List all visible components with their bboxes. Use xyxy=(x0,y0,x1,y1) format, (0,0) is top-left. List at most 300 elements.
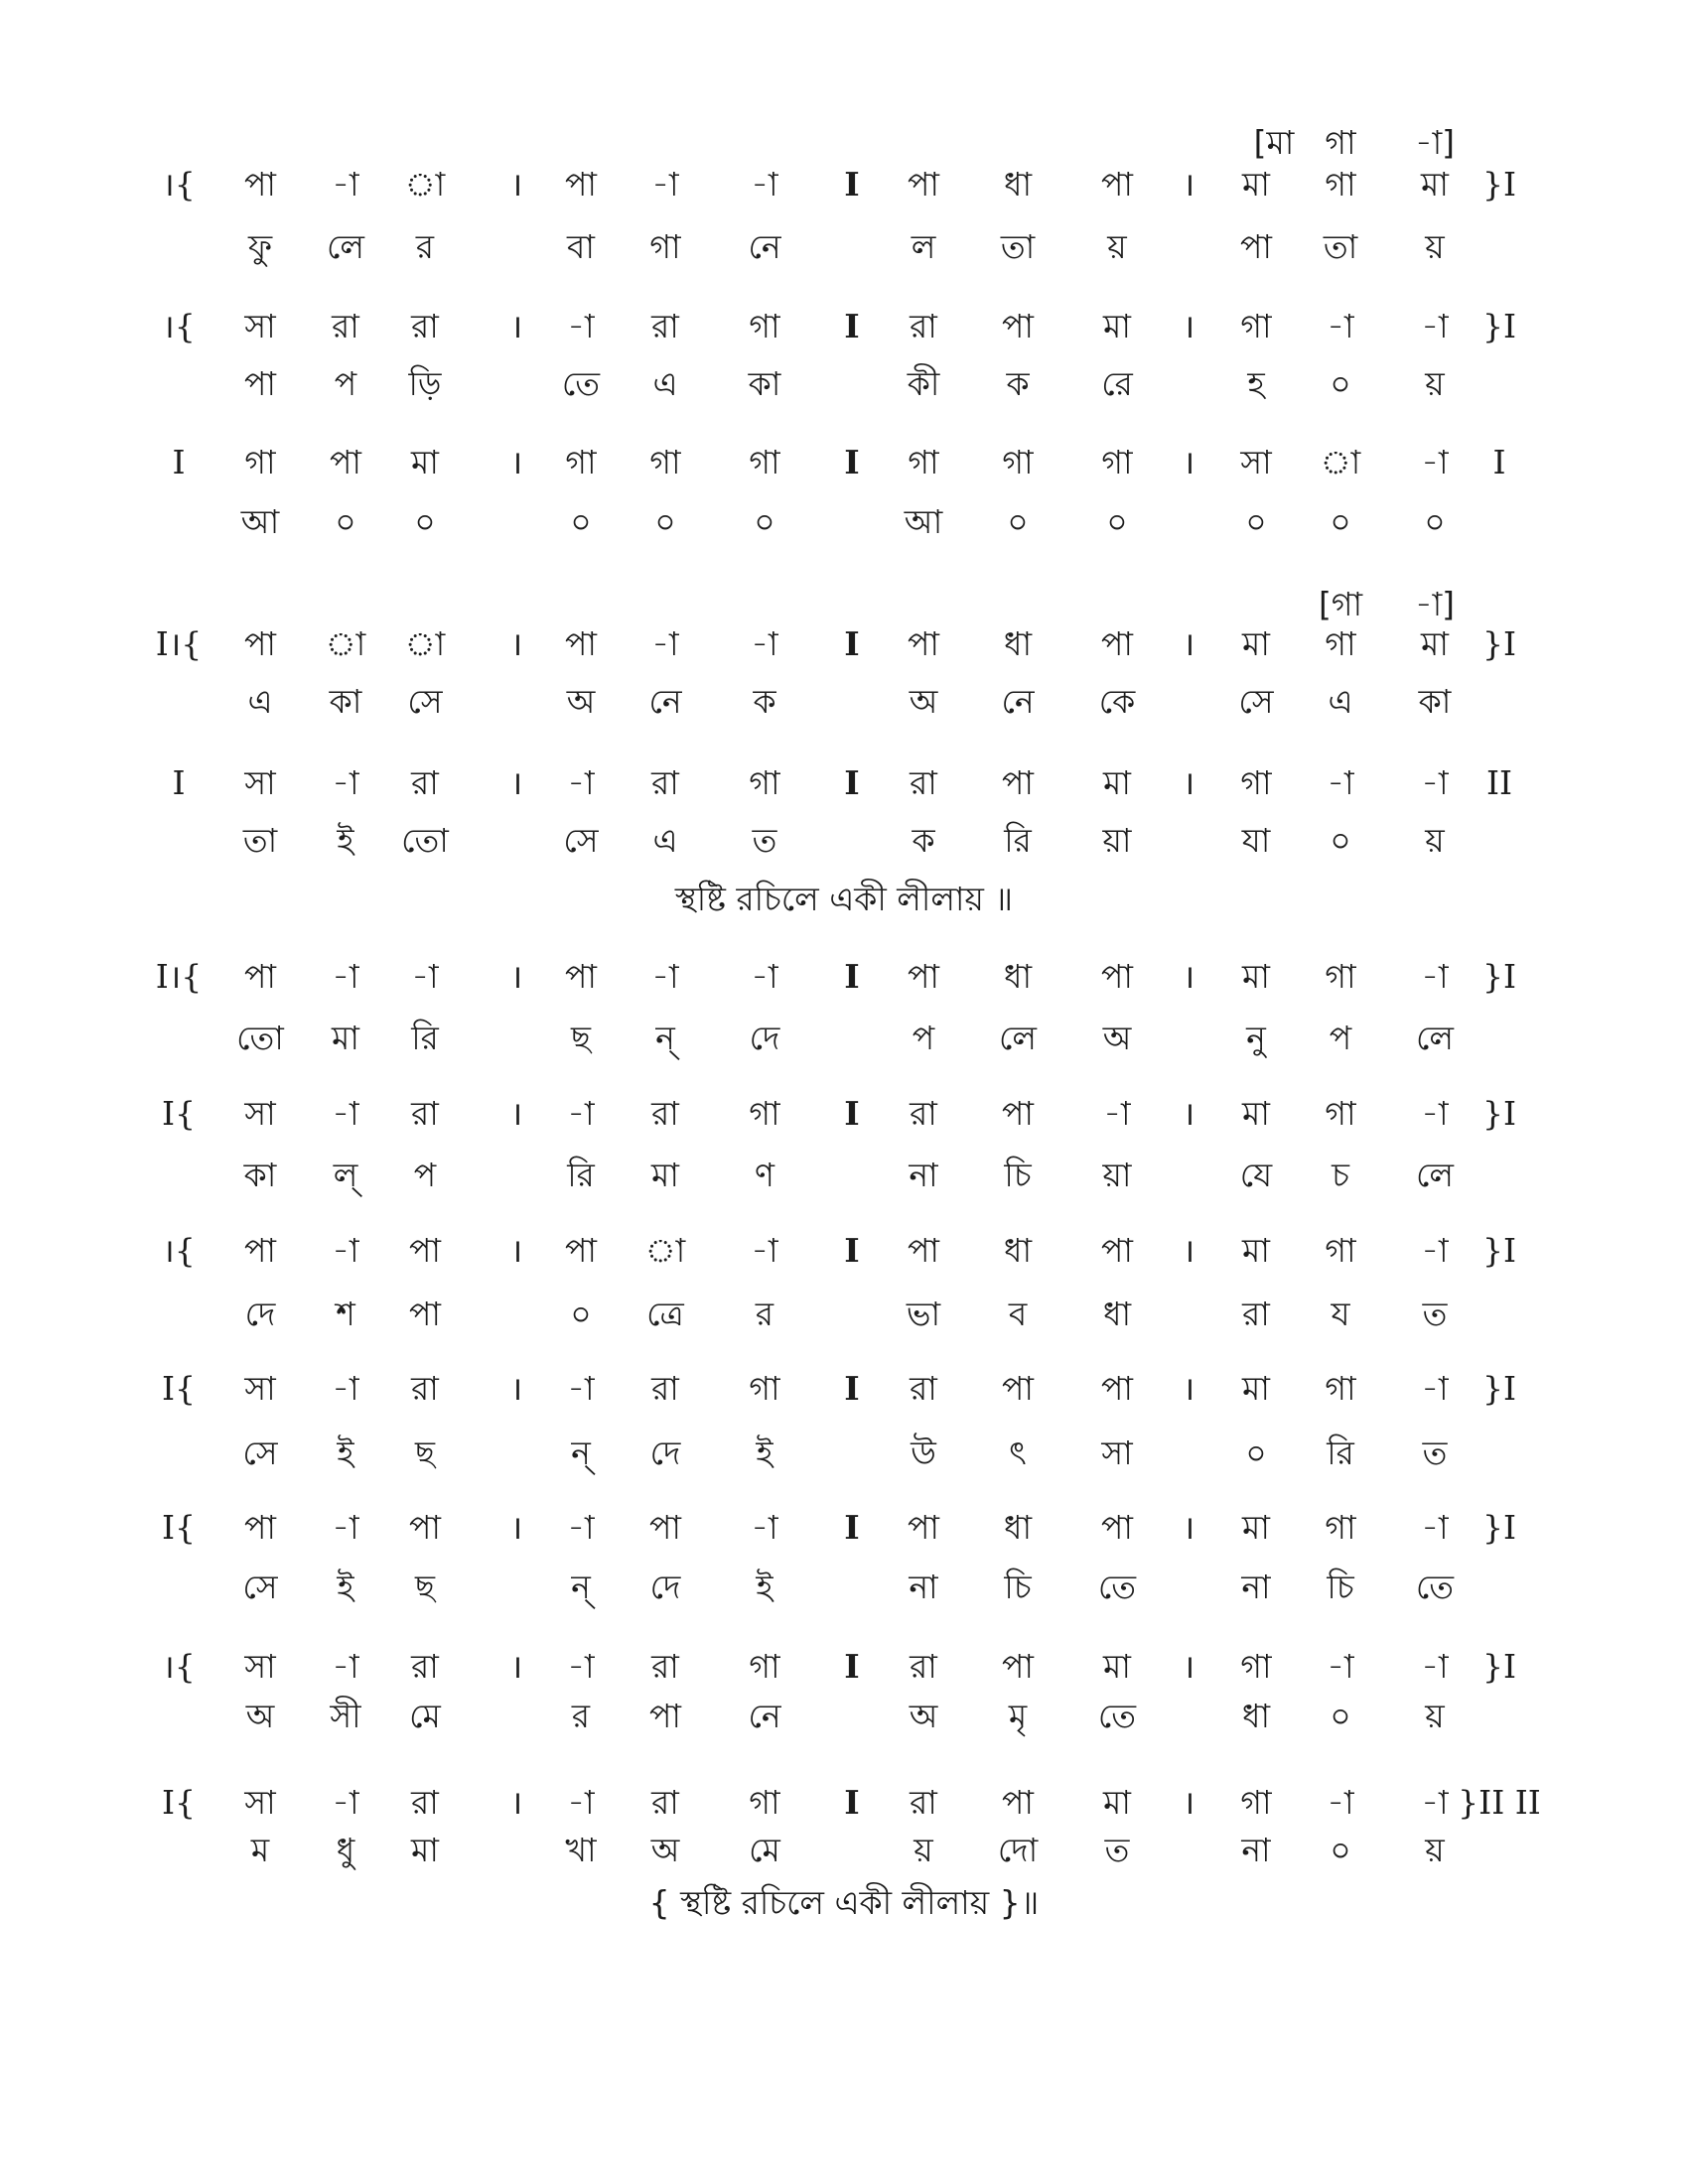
lyric-syllable: র xyxy=(571,1697,591,1735)
note: -া xyxy=(1421,763,1449,802)
note: রা xyxy=(411,763,439,802)
lyric-syllable: ক xyxy=(753,682,776,721)
beat-separator: । xyxy=(1182,1094,1196,1133)
lyric-syllable: গা xyxy=(649,227,681,266)
lyric-syllable: য়া xyxy=(1102,1156,1132,1194)
note: -া xyxy=(332,1783,359,1822)
row-end-symbol: }I xyxy=(1481,165,1517,204)
alternate-notes xyxy=(0,119,1688,167)
note: গা xyxy=(1240,307,1272,345)
alternate-notes xyxy=(0,581,1688,628)
lyric-syllable: উ xyxy=(911,1433,936,1472)
note: -া xyxy=(567,1783,595,1822)
row-end-symbol: }I xyxy=(1481,1231,1517,1270)
note: পা xyxy=(1101,957,1133,996)
lyric-syllable: ধু xyxy=(336,1831,355,1869)
lyric-syllable: অ xyxy=(909,682,938,721)
beat-separator: । xyxy=(509,624,523,663)
notation-row-2 xyxy=(0,303,1688,350)
lyric-syllable: এ xyxy=(247,682,273,721)
note: -া xyxy=(1421,1369,1449,1408)
beat-separator: । xyxy=(509,307,523,345)
beat-separator: । xyxy=(509,957,523,996)
note: মা xyxy=(1242,957,1270,996)
bar-separator: I xyxy=(844,1231,860,1270)
lyric-syllable: ০ xyxy=(1424,502,1446,541)
note: পা xyxy=(1101,624,1133,663)
row-end-symbol: }I xyxy=(1481,1369,1517,1408)
lyric-syllable: য় xyxy=(1425,227,1445,266)
note: ধা xyxy=(1003,1231,1033,1270)
lyric-syllable: ০ xyxy=(1330,364,1351,403)
note: পা xyxy=(908,1508,939,1547)
lyric-syllable: ত xyxy=(1104,1831,1130,1869)
lyric-syllable: ০ xyxy=(1007,502,1029,541)
note: পা xyxy=(244,165,276,204)
lyric-syllable: সে xyxy=(242,1433,278,1472)
note: মা xyxy=(1103,1783,1131,1822)
note: রা xyxy=(910,1783,937,1822)
alternate-note: -া] xyxy=(1414,123,1456,162)
note: সা xyxy=(244,763,276,802)
note: রা xyxy=(651,1094,679,1133)
lyric-syllable: পা xyxy=(1240,227,1272,266)
note: পা xyxy=(409,1508,441,1547)
note: -া xyxy=(1327,1783,1354,1822)
lyric-row-6 xyxy=(0,1015,1688,1062)
lyric-syllable: সে xyxy=(563,821,599,860)
lyric-syllable: র xyxy=(415,227,435,266)
note: মা xyxy=(1242,1508,1270,1547)
lyric-row-12 xyxy=(0,1827,1688,1874)
bar-separator: I xyxy=(844,1783,860,1822)
note: পা xyxy=(409,1231,441,1270)
beat-separator: । xyxy=(509,165,523,204)
lyric-syllable: প xyxy=(334,364,357,403)
notation-row-5 xyxy=(0,759,1688,807)
lyric-syllable: সে xyxy=(407,682,443,721)
note: রা xyxy=(411,307,439,345)
bar-separator: I xyxy=(844,1369,860,1408)
note: পা xyxy=(1101,1508,1133,1547)
note: া xyxy=(325,624,366,663)
lyric-syllable: মে xyxy=(749,1831,780,1869)
lyric-syllable: বা xyxy=(567,227,595,266)
note: গা xyxy=(1325,624,1356,663)
lyric-syllable: ৎ xyxy=(1009,1433,1027,1472)
note: -া xyxy=(1421,957,1449,996)
note: রা xyxy=(411,1369,439,1408)
row-end-symbol: }I xyxy=(1481,1647,1517,1686)
note: -া xyxy=(567,1369,595,1408)
lyric-syllable: কা xyxy=(243,1156,277,1194)
note: -া xyxy=(1327,307,1354,345)
note: সা xyxy=(244,1647,276,1686)
lyric-syllable: এ xyxy=(652,364,678,403)
lyric-syllable: রি xyxy=(1004,821,1032,860)
note: -া xyxy=(1327,763,1354,802)
lyric-syllable: ০ xyxy=(1330,1831,1351,1869)
lyric-syllable: নু xyxy=(1246,1019,1266,1057)
note: া xyxy=(404,165,446,204)
row-end-symbol: }I xyxy=(1481,624,1517,663)
beat-separator: । xyxy=(1182,1369,1196,1408)
note: গা xyxy=(1240,1783,1272,1822)
lyric-syllable: কী xyxy=(907,364,940,403)
lyric-syllable: ণ xyxy=(755,1156,774,1194)
bar-separator: I xyxy=(844,443,860,481)
lyric-syllable: তা xyxy=(1000,227,1036,266)
beat-separator: । xyxy=(1182,1783,1196,1822)
note: রা xyxy=(332,307,359,345)
alternate-note: [গা xyxy=(1318,585,1363,623)
row-start-symbol: I xyxy=(172,443,186,481)
note: -া xyxy=(651,957,679,996)
lyric-syllable: ধা xyxy=(1102,1295,1132,1333)
note: -া xyxy=(1327,1647,1354,1686)
note: -া xyxy=(567,763,595,802)
lyric-row-5 xyxy=(0,817,1688,865)
row-start-symbol: I{ xyxy=(161,1369,197,1408)
lyric-syllable: দে xyxy=(749,1019,780,1057)
beat-separator: । xyxy=(509,1508,523,1547)
row-start-symbol: ।{ xyxy=(162,307,196,345)
note: ধা xyxy=(1003,957,1033,996)
note: গা xyxy=(1240,763,1272,802)
lyric-syllable: ০ xyxy=(1330,821,1351,860)
lyric-syllable: পা xyxy=(649,1697,681,1735)
beat-separator: । xyxy=(1182,165,1196,204)
lyric-syllable: ০ xyxy=(414,502,436,541)
row-start-symbol: I{ xyxy=(161,1094,197,1133)
alternate-note: -া] xyxy=(1414,585,1456,623)
note: পা xyxy=(330,443,361,481)
lyric-syllable: দো xyxy=(997,1831,1039,1869)
lyric-syllable: তে xyxy=(1415,1568,1455,1606)
note: মা xyxy=(411,443,439,481)
alternate-note: [মা xyxy=(1253,123,1295,162)
note: -া xyxy=(567,1094,595,1133)
lyric-syllable: ০ xyxy=(1106,502,1128,541)
note: পা xyxy=(1002,763,1034,802)
note: রা xyxy=(910,1369,937,1408)
bar-separator: I xyxy=(844,957,860,996)
lyric-syllable: ক xyxy=(1006,364,1030,403)
note: গা xyxy=(749,1369,780,1408)
note: পা xyxy=(244,1508,276,1547)
note: মা xyxy=(1421,165,1449,204)
beat-separator: । xyxy=(509,1783,523,1822)
row-end-symbol: }I xyxy=(1481,957,1517,996)
lyric-syllable: না xyxy=(909,1156,938,1194)
lyric-syllable: ফু xyxy=(247,227,273,266)
lyric-syllable: নে xyxy=(748,227,781,266)
note: -া xyxy=(332,1094,359,1133)
note: -া xyxy=(1421,1647,1449,1686)
note: মা xyxy=(1242,1231,1270,1270)
bar-separator: I xyxy=(844,1508,860,1547)
note: া xyxy=(1320,443,1361,481)
note: গা xyxy=(1002,443,1034,481)
lyric-syllable: প xyxy=(912,1019,935,1057)
lyric-syllable: প xyxy=(413,1156,437,1194)
lyric-syllable: তা xyxy=(1323,227,1358,266)
note: গা xyxy=(565,443,597,481)
note: সা xyxy=(244,1369,276,1408)
note: -া xyxy=(1421,1231,1449,1270)
lyric-syllable: অ xyxy=(909,1697,938,1735)
lyric-row-3 xyxy=(0,498,1688,546)
lyric-syllable: সে xyxy=(242,1568,278,1606)
lyric-syllable: ই xyxy=(337,1433,354,1472)
note: মা xyxy=(1242,165,1270,204)
lyric-syllable: ক xyxy=(912,821,935,860)
lyric-syllable: নে xyxy=(748,1697,781,1735)
note: পা xyxy=(1101,1231,1133,1270)
beat-separator: । xyxy=(1182,1508,1196,1547)
beat-separator: । xyxy=(509,1647,523,1686)
note: পা xyxy=(244,624,276,663)
lyric-syllable: অ xyxy=(245,1697,275,1735)
row-start-symbol: I{ xyxy=(161,1508,197,1547)
lyric-syllable: য xyxy=(1331,1295,1350,1333)
beat-separator: । xyxy=(509,1369,523,1408)
lyric-syllable: ল্ xyxy=(333,1156,358,1194)
refrain-line: { স্থষ্টি রচিলে একী লীলায় }॥ xyxy=(648,1883,1040,1922)
lyric-syllable: ০ xyxy=(570,502,592,541)
note: মা xyxy=(1242,624,1270,663)
lyric-syllable: পা xyxy=(244,364,276,403)
lyric-syllable: ই xyxy=(337,1568,354,1606)
lyric-syllable: লে xyxy=(1416,1019,1454,1057)
note: পা xyxy=(1002,1647,1034,1686)
note: রা xyxy=(651,763,679,802)
notation-row-7 xyxy=(0,1090,1688,1138)
lyric-syllable: চ xyxy=(1332,1156,1349,1194)
lyric-syllable: য় xyxy=(1107,227,1127,266)
lyric-syllable: র xyxy=(755,1295,774,1333)
note: গা xyxy=(1240,1647,1272,1686)
note: -া xyxy=(332,165,359,204)
note: গা xyxy=(749,1094,780,1133)
note: মা xyxy=(1242,1369,1270,1408)
lyric-syllable: তে xyxy=(1097,1568,1137,1606)
note: পা xyxy=(1002,1094,1034,1133)
note: -া xyxy=(411,957,439,996)
lyric-syllable: ত্রে xyxy=(646,1295,684,1333)
lyric-syllable: মা xyxy=(332,1019,359,1057)
row-start-symbol: I।{ xyxy=(155,957,203,996)
note: পা xyxy=(1101,1369,1133,1408)
lyric-syllable: ০ xyxy=(335,502,356,541)
lyric-syllable: মে xyxy=(409,1697,441,1735)
lyric-syllable: ০ xyxy=(1245,1433,1267,1472)
note: গা xyxy=(749,307,780,345)
note: গা xyxy=(749,1647,780,1686)
note: -া xyxy=(1421,1508,1449,1547)
note: -া xyxy=(567,1647,595,1686)
lyric-syllable: লে xyxy=(999,1019,1037,1057)
lyric-syllable: তো xyxy=(401,821,449,860)
lyric-syllable: সী xyxy=(330,1697,361,1735)
lyric-syllable: অ xyxy=(566,682,596,721)
notation-row-11 xyxy=(0,1643,1688,1691)
note: া xyxy=(644,1231,686,1270)
note: পা xyxy=(565,957,597,996)
note: গা xyxy=(1325,1369,1356,1408)
lyric-syllable: য়া xyxy=(1102,821,1132,860)
lyric-syllable: অ xyxy=(1102,1019,1132,1057)
lyric-syllable: ছ xyxy=(415,1568,435,1606)
lyric-syllable: না xyxy=(1241,1831,1271,1869)
lyric-syllable: ই xyxy=(756,1433,774,1472)
note: গা xyxy=(1325,165,1356,204)
note: রা xyxy=(651,1647,679,1686)
lyric-syllable: ০ xyxy=(654,502,676,541)
note: -া xyxy=(1421,1094,1449,1133)
lyric-syllable: রি xyxy=(567,1156,595,1194)
lyric-syllable: সে xyxy=(1238,682,1274,721)
note: -া xyxy=(332,1231,359,1270)
note: পা xyxy=(565,1231,597,1270)
lyric-syllable: যা xyxy=(1241,821,1271,860)
lyric-syllable: তে xyxy=(561,364,601,403)
lyric-syllable: ন্ xyxy=(571,1433,591,1472)
note: ধা xyxy=(1003,624,1033,663)
lyric-row-7 xyxy=(0,1152,1688,1199)
beat-separator: । xyxy=(509,443,523,481)
note: রা xyxy=(910,1647,937,1686)
lyric-syllable: য় xyxy=(1425,364,1445,403)
note: গা xyxy=(908,443,939,481)
note: পা xyxy=(244,1231,276,1270)
note: গা xyxy=(749,1783,780,1822)
beat-separator: । xyxy=(1182,763,1196,802)
beat-separator: । xyxy=(509,1231,523,1270)
note: সা xyxy=(244,1783,276,1822)
note: গা xyxy=(649,443,681,481)
lyric-syllable: য় xyxy=(1425,1831,1445,1869)
notation-row-10 xyxy=(0,1504,1688,1552)
lyric-syllable: ছ xyxy=(415,1433,435,1472)
row-end-symbol: }II II xyxy=(1458,1783,1541,1822)
note: -া xyxy=(1103,1094,1131,1133)
note: পা xyxy=(1002,307,1034,345)
lyric-syllable: আ xyxy=(904,502,943,541)
note: ধা xyxy=(1003,1508,1033,1547)
note: সা xyxy=(244,1094,276,1133)
lyric-row-10 xyxy=(0,1564,1688,1611)
alternate-note: গা xyxy=(1325,123,1356,162)
bar-separator: I xyxy=(844,307,860,345)
beat-separator: । xyxy=(1182,957,1196,996)
note: মা xyxy=(1103,1647,1131,1686)
note: সা xyxy=(244,307,276,345)
lyric-syllable: ই xyxy=(337,821,354,860)
note: -া xyxy=(751,165,778,204)
lyric-syllable: ত xyxy=(752,821,777,860)
note: পা xyxy=(565,624,597,663)
note: সা xyxy=(1240,443,1272,481)
note: -া xyxy=(332,1508,359,1547)
lyric-syllable: চি xyxy=(1004,1156,1032,1194)
notation-row-8 xyxy=(0,1227,1688,1275)
lyric-syllable: দে xyxy=(244,1295,276,1333)
beat-separator: । xyxy=(1182,1647,1196,1686)
lyric-syllable: কে xyxy=(1098,682,1136,721)
row-end-symbol: }I xyxy=(1481,1508,1517,1547)
note: রা xyxy=(651,1783,679,1822)
bar-separator: I xyxy=(844,165,860,204)
lyric-syllable: রে xyxy=(1101,364,1133,403)
row-end-symbol: }I xyxy=(1481,307,1517,345)
note: রা xyxy=(411,1647,439,1686)
lyric-syllable: রি xyxy=(411,1019,439,1057)
note: -া xyxy=(332,1369,359,1408)
lyric-row-2 xyxy=(0,360,1688,408)
lyric-syllable: তা xyxy=(242,821,278,860)
lyric-syllable: কা xyxy=(1418,682,1452,721)
lyric-syllable: শ xyxy=(336,1295,355,1333)
note: পা xyxy=(908,1231,939,1270)
lyric-syllable: ন্ xyxy=(655,1019,675,1057)
bar-separator: I xyxy=(844,624,860,663)
beat-separator: । xyxy=(1182,307,1196,345)
lyric-syllable: না xyxy=(1241,1568,1271,1606)
refrain-line: স্থষ্টি রচিলে একী লীলায় ॥ xyxy=(674,880,1014,918)
note: গা xyxy=(1325,957,1356,996)
note: মা xyxy=(1103,763,1131,802)
lyric-syllable: রি xyxy=(1327,1433,1354,1472)
lyric-syllable: রা xyxy=(1242,1295,1270,1333)
note: -া xyxy=(751,1508,778,1547)
note: গা xyxy=(749,443,780,481)
notation-row-12 xyxy=(0,1779,1688,1827)
note: -া xyxy=(1421,307,1449,345)
note: পা xyxy=(908,624,939,663)
lyric-syllable: কা xyxy=(329,682,362,721)
lyric-syllable: ল xyxy=(911,227,936,266)
beat-separator: । xyxy=(509,1094,523,1133)
lyric-syllable: তে xyxy=(1097,1697,1137,1735)
note: গা xyxy=(244,443,276,481)
lyric-syllable: ০ xyxy=(1330,1697,1351,1735)
notation-row-9 xyxy=(0,1365,1688,1413)
lyric-syllable: মৃ xyxy=(1008,1697,1028,1735)
note: পা xyxy=(908,165,939,204)
note: রা xyxy=(651,307,679,345)
beat-separator: । xyxy=(1182,1231,1196,1270)
note: রা xyxy=(910,307,937,345)
note: পা xyxy=(565,165,597,204)
note: -া xyxy=(332,763,359,802)
note: পা xyxy=(1002,1369,1034,1408)
lyric-syllable: ত xyxy=(1422,1433,1448,1472)
beat-separator: । xyxy=(1182,624,1196,663)
lyric-syllable: মা xyxy=(411,1831,439,1869)
lyric-syllable: চি xyxy=(1004,1568,1032,1606)
lyric-syllable: এ xyxy=(1328,682,1353,721)
note: পা xyxy=(1101,165,1133,204)
note: -া xyxy=(751,1231,778,1270)
lyric-row-1 xyxy=(0,223,1688,271)
lyric-syllable: চি xyxy=(1327,1568,1354,1606)
note: পা xyxy=(649,1508,681,1547)
note: -া xyxy=(751,624,778,663)
lyric-syllable: য় xyxy=(1425,821,1445,860)
lyric-syllable: ০ xyxy=(754,502,775,541)
lyric-syllable: খা xyxy=(565,1831,597,1869)
